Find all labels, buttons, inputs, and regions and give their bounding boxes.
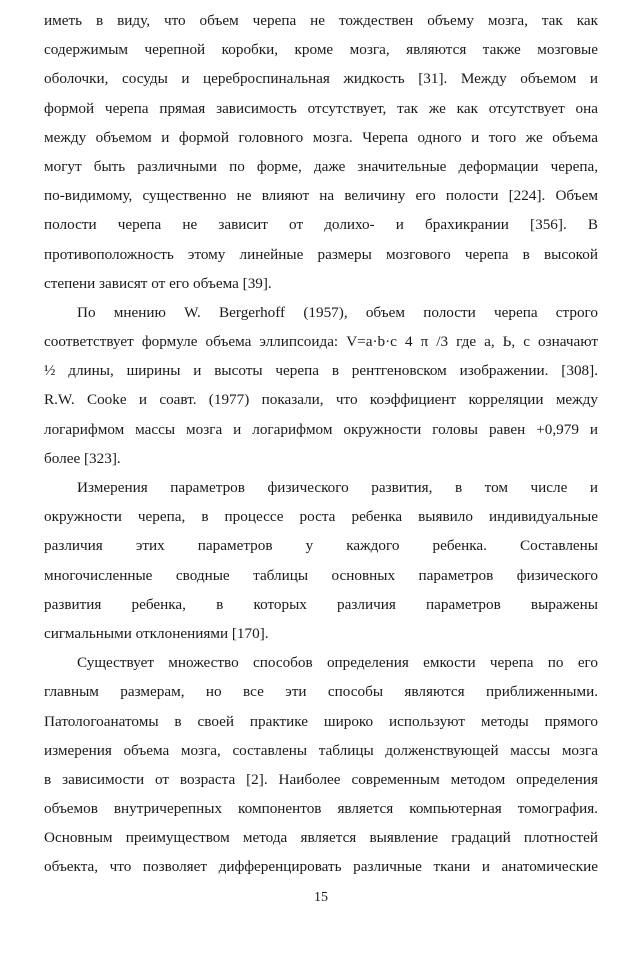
text-line: Измерения параметров физического развития, в том числе и (77, 479, 598, 496)
page-number: 15 (314, 890, 328, 905)
text-line: сигмальными отклонениями [170]. (44, 624, 269, 642)
text-line: полости черепа не зависит от долихо- и брахикрании [356]. В (44, 216, 598, 234)
paragraph-3 (44, 473, 598, 648)
text-line: По мнению W. Bergerhoff (1957), объем полости черепа строго (77, 303, 598, 321)
text-line: содержимым черепной коробки, кроме мозга, являются также мозговые (44, 41, 598, 59)
text-line: различия этих параметров у каждого ребенка. Составлены (44, 537, 598, 555)
text-line: по-видимому, существенно не влияют на величину его полости [224]. Объем (44, 187, 598, 205)
paragraph-1 (44, 6, 598, 298)
text-line: R.W. Cooke и соавт. (1977) показали, что коэффициент корреляции между (44, 391, 598, 409)
text-line: объемов внутричерепных компонентов является компьютерная томография. (44, 800, 598, 818)
text-line: степени зависят от его объема [39]. (44, 274, 272, 292)
text-line: соответствует формуле объема эллипсоида: V=a·b·c 4 π /3 где a, Ь, c означают (44, 333, 598, 351)
text-line: Патологоанатомы в своей практике широко используют методы прямого (44, 712, 598, 730)
text-line: объекта, что позволяет дифференцировать различные ткани и анатомические (44, 858, 598, 876)
text-line: могут быть различными по форме, даже значительные деформации черепа, (44, 157, 598, 175)
text-line: иметь в виду, что объем черепа не тождествен объему мозга, так как (44, 12, 598, 29)
body-text (44, 6, 598, 882)
text-line: логарифмом массы мозга и логарифмом окружности головы равен +0,979 и (44, 420, 598, 438)
text-line: в зависимости от возраста [2]. Наиболее современным методом определения (44, 770, 598, 788)
text-line: Существует множество способов определения емкости черепа по его (77, 654, 598, 672)
text-line: измерения объема мозга, составлены таблицы долженствующей массы мозга (44, 741, 598, 759)
text-line: ½ длины, ширины и высоты черепа в рентгеновском изображении. [308]. (44, 362, 598, 380)
paragraph-4 (44, 648, 598, 882)
text-line: развития ребенка, в которых различия параметров выражены (44, 595, 598, 613)
text-line: окружности черепа, в процессе роста ребенка выявило индивидуальные (44, 508, 598, 526)
text-line: между объемом и формой головного мозга. Черепа одного и того же объема (44, 128, 598, 146)
text-line: главным размерам, но все эти способы являются приближенными. (44, 683, 598, 701)
text-line: противоположность этому линейные размеры мозгового черепа в высокой (44, 245, 598, 263)
text-line: оболочки, сосуды и цереброспинальная жидкость [31]. Между объемом и (44, 70, 598, 88)
text-line: более [323]. (44, 449, 121, 467)
text-line: многочисленные сводные таблицы основных параметров физического (44, 566, 598, 584)
text-line: Основным преимуществом метода является выявление градаций плотностей (44, 829, 598, 847)
text-line: формой черепа прямая зависимость отсутствует, так же как отсутствует она (44, 99, 598, 117)
paragraph-2 (44, 298, 598, 473)
